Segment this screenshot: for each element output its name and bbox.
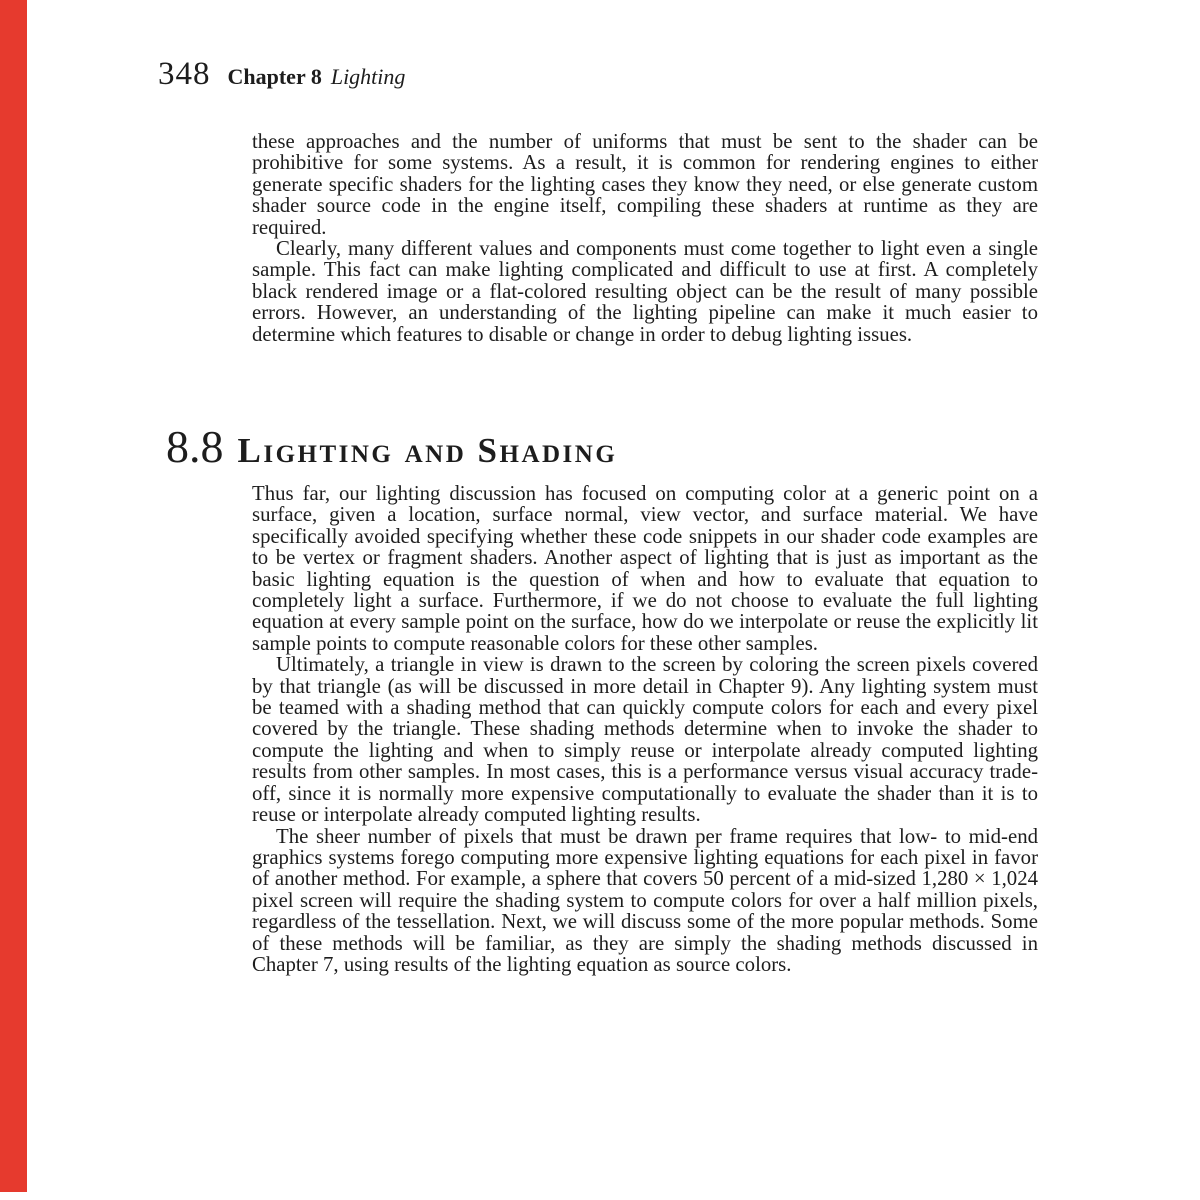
- section-paragraphs: [252, 483, 1038, 975]
- section-title: Lighting and Shading: [237, 431, 618, 470]
- body-paragraph: these approaches and the number of uniforms that must be sent to the shader can be prohibitive for some systems. As a result, it is common for rendering engines to either generate specific shaders for the lighting cases they know they need, or else generate custom shader source code in the engine itself, compiling these shaders at runtime as they are required.: [252, 130, 1038, 239]
- intro-paragraphs: [252, 131, 1038, 345]
- chapter-label: Chapter 8: [227, 64, 322, 89]
- body-paragraph: The sheer number of pixels that must be drawn per frame requires that low- to mid-end graphics systems forego computing more expensive lighting equations for each pixel in favor of another method. For example, a sphere that covers 50 percent of a mid-sized 1,280 × 1,024 pixel screen will require the shading system to compute colors for over a half million pixels, regardless of the tessellation. Next, we will discuss some of the more popular methods. Some of these methods will be familiar, as they are simply the shading methods discussed in Chapter 7, using results of the lighting equation as source colors.: [252, 824, 1038, 976]
- body-paragraph: Ultimately, a triangle in view is drawn to the screen by coloring the screen pixels covered by that triangle (as will be discussed in more detail in Chapter 9). Any lighting system must be teamed with a shading method that can quickly compute colors for each and every pixel covered by the triangle. These shading methods determine when to invoke the shader to compute the lighting and when to simply reuse or interpolate already computed lighting results from other samples. In most cases, this is a performance versus visual accuracy trade-off, since it is normally more expensive computationally to evaluate the shader than it is to reuse or interpolate already computed lighting results.: [252, 653, 1038, 827]
- page-number: 348: [158, 56, 211, 92]
- section-number: 8.8: [166, 421, 224, 472]
- chapter-title: Lighting: [330, 64, 406, 89]
- section-heading: [166, 421, 618, 472]
- running-head: [158, 56, 405, 93]
- left-edge-red-bar: [0, 0, 27, 1192]
- body-paragraph: Thus far, our lighting discussion has focused on computing color at a generic point on a surface, given a location, surface normal, view vector, and surface material. We have specifically avoided specifying whether these code snippets in our shader code examples are to be vertex or fragment shaders. Another aspect of lighting that is just as important as the basic lighting equation is the question of when and how to evaluate that equation to completely light a surface. Furthermore, if we do not choose to evaluate the full lighting equation at every sample point on the surface, how do we interpolate or reuse the explicitly lit sample points to compute reasonable colors for these other samples.: [252, 482, 1038, 655]
- body-paragraph: Clearly, many different values and components must come together to light even a single sample. This fact can make lighting complicated and difficult to use at first. A completely black rendered image or a flat-colored resulting object can be the result of many possible errors. However, an understanding of the lighting pipeline can make it much easier to determine which features to disable or change in order to debug lighting issues.: [252, 237, 1038, 346]
